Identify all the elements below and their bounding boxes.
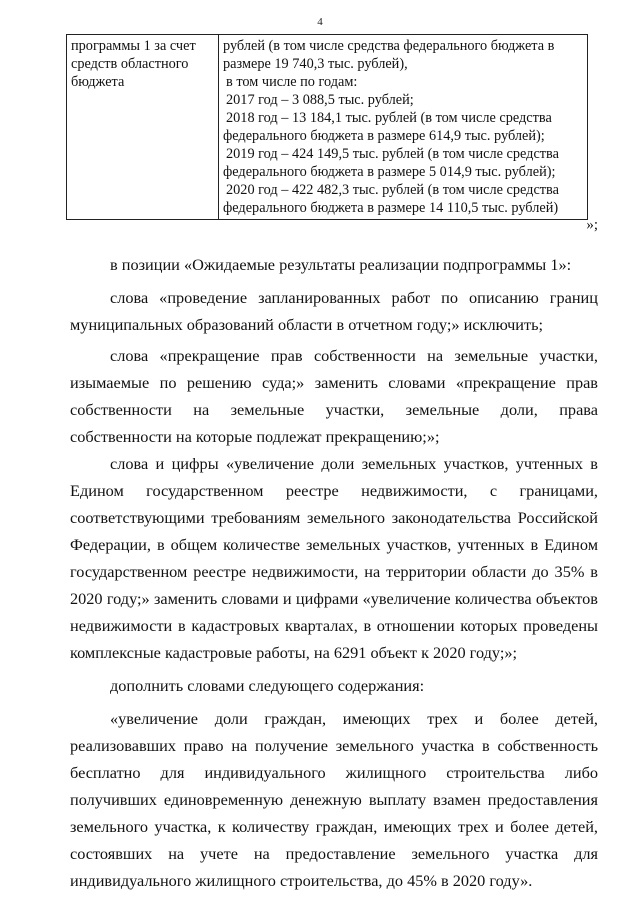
cell-line: программы 1 за счет [71,38,196,54]
paragraph: дополнить словами следующего содержания: [110,676,425,695]
cell-line: размере 19 740,3 тыс. рублей), [223,56,408,72]
cell-line: федерального бюджета в размере 614,9 тыс. рублей); [223,128,545,144]
table-row [67,35,588,220]
budget-table [66,34,588,220]
cell-line: федерального бюджета в размере 5 014,9 тыс. рублей); [223,164,556,180]
cell-line: в том числе по годам: [226,74,358,90]
page-number: 4 [317,16,323,28]
paragraph: слова «прекращение прав собственности на земельные участки, изымаемые по решению суда;» заменить словами «прекращение прав собственности на земельные участки, земельные доли, права собственности на которые подлежат прекращению;»; [70,346,598,446]
cell-line: 2020 год – 422 482,3 тыс. рублей (в том числе средства [226,182,559,198]
cell-line: федерального бюджета в размере 14 110,5 тыс. рублей) [223,200,559,216]
paragraph: «увеличение доли граждан, имеющих трех и более детей, реализовавших право на получение земельного участка в собственность бесплатно для индивидуального жилищного строительства либо получивших единовременную денежную выплату взамен предоставления земельного участка, к количеству граждан, имеющих трех и более детей, состоявших на учете на предоставление земельного участка для индивидуального жилищного строительства, до 45% в 2020 году». [70,709,598,890]
cell-line: 2017 год – 3 088,5 тыс. рублей; [226,92,414,108]
closing-quote: »; [586,217,598,233]
paragraph: слова «проведение запланированных работ по описанию границ муниципальных образований области в отчетном году;» исключить; [70,288,598,334]
body-text [70,251,598,894]
cell-line: 2018 год – 13 184,1 тыс. рублей (в том числе средства [226,110,552,126]
table-cell-value [219,35,588,220]
table-cell-label [67,35,219,220]
paragraph: в позиции «Ожидаемые результаты реализации подпрограммы 1»: [110,255,572,274]
cell-line: рублей (в том числе средства федерального бюджета в [223,38,555,54]
cell-line: средств областного [71,56,189,72]
cell-line: бюджета [71,74,125,90]
cell-line: 2019 год – 424 149,5 тыс. рублей (в том числе средства [226,146,559,162]
paragraph: слова и цифры «увеличение доли земельных участков, учтенных в Едином государственном реестре недвижимости, с границами, соответствующими требованиям земельного законодательства Российской Федерации, в общем количестве земельных участков, учтенных в Едином государственном реестре недвижимости, на территории области до 35% в 2020 году;» заменить словами и цифрами «увеличение количества объектов недвижимости в кадастровых кварталах, в отношении которых проведены комплексные кадастровые работы, на 6291 объект к 2020 году;»; [70,454,598,662]
